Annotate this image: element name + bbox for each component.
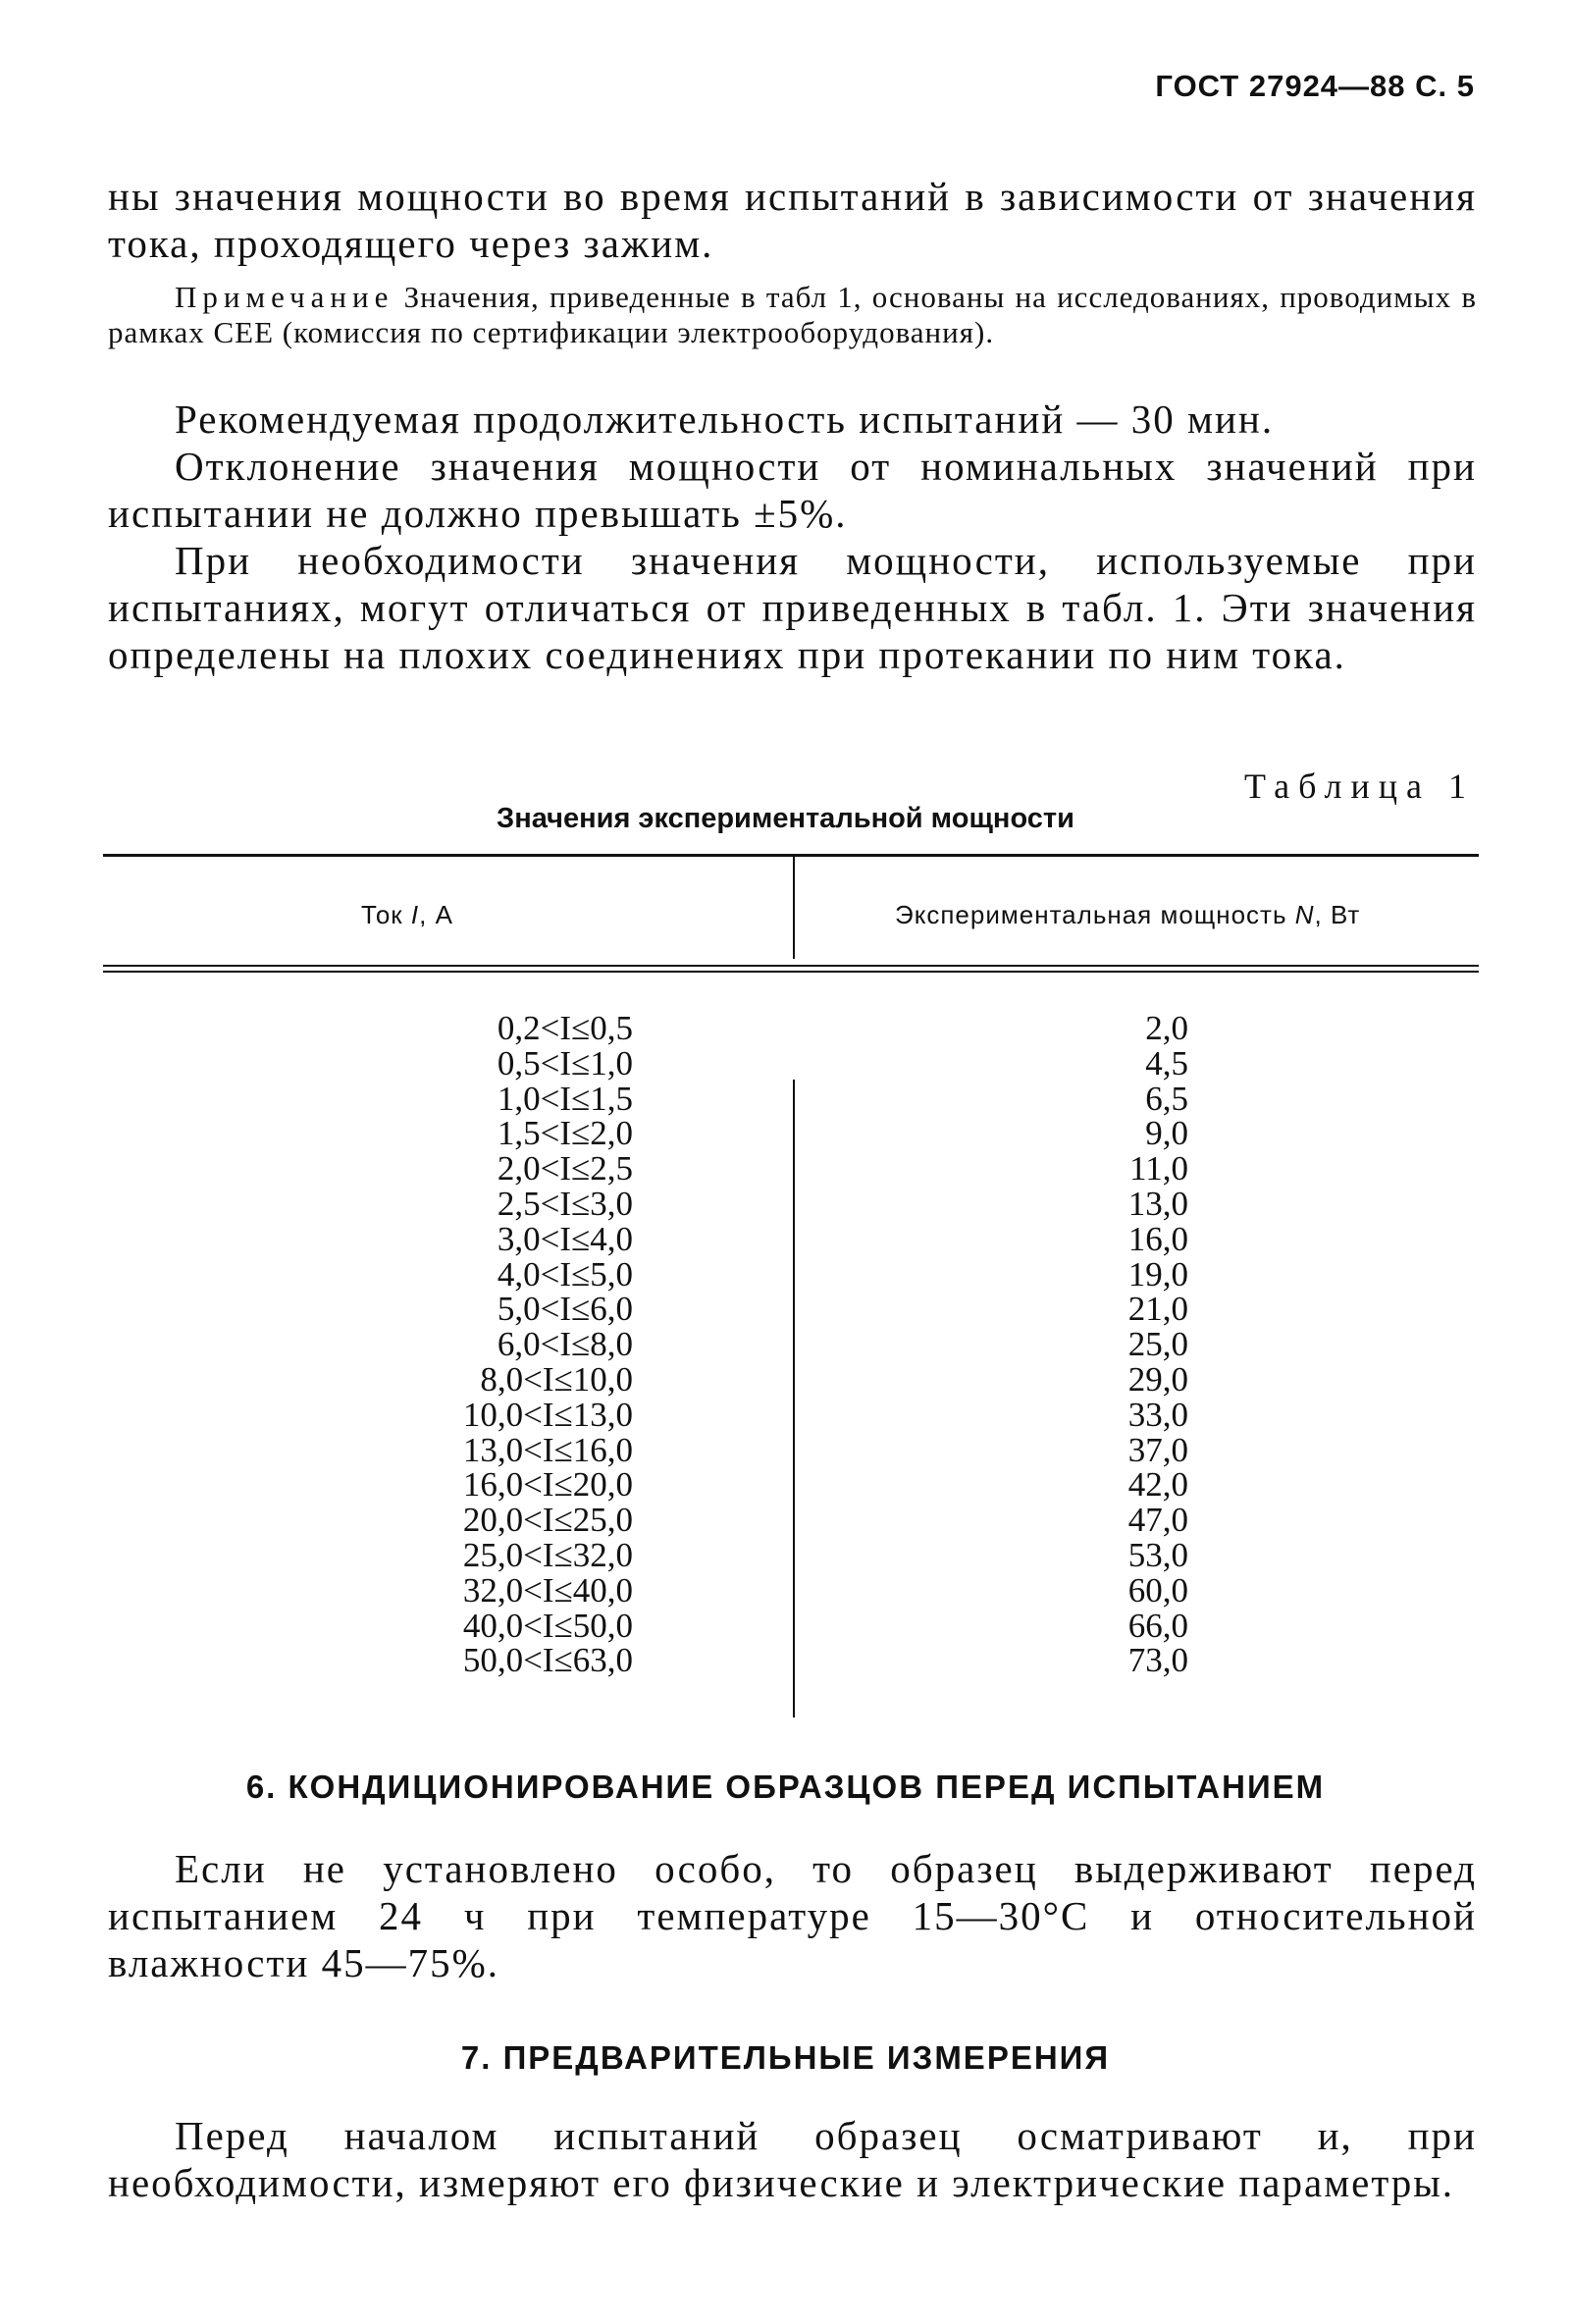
page-header: ГОСТ 27924—88 С. 5: [1155, 69, 1475, 103]
cell-current-range: 20,0<I≤25,0: [462, 1501, 633, 1540]
cell-power-value: 42,0: [1127, 1465, 1188, 1505]
cell-power-value: 6,5: [1145, 1079, 1188, 1118]
table-row: [103, 1606, 1479, 1645]
section-heading-6: 6. КОНДИЦИОНИРОВАНИЕ ОБРАЗЦОВ ПЕРЕД ИСПЫТАНИЕМ: [245, 1769, 1326, 1805]
cell-current-range: 5,0<I≤6,0: [497, 1290, 633, 1329]
table-row: [103, 1116, 1479, 1151]
note-label: Примечание: [175, 280, 394, 314]
cell-current-range: 16,0<I≤20,0: [462, 1465, 633, 1505]
cell-power-value: 11,0: [1129, 1149, 1188, 1188]
cell-current-range: 0,2<I≤0,5: [497, 1009, 633, 1047]
cell-power-value: 19,0: [1127, 1254, 1188, 1294]
table-row: [103, 1327, 1479, 1362]
cell-current-range: 2,5<I≤3,0: [497, 1185, 633, 1223]
cell-power-value: 73,0: [1127, 1641, 1188, 1680]
section-heading-7: 7. ПРЕДВАРИТЕЛЬНЫЕ ИЗМЕРЕНИЯ: [460, 2039, 1111, 2076]
paragraph-deviation: Отклонение значения мощности от номинальных значений при испытании не должно превышать ±5%.: [108, 444, 1477, 536]
cell-current-range: 0,5<I≤1,0: [497, 1043, 633, 1083]
cell-power-value: 13,0: [1127, 1185, 1188, 1223]
section-6-text: Если не установлено особо, то образец выдерживают перед испытанием 24 ч при температуре 15—30°С и относительной влажности 45—75%.: [108, 1846, 1477, 1985]
cell-current-range: 1,5<I≤2,0: [497, 1114, 633, 1153]
column-header-current: Ток I, А: [361, 900, 453, 929]
cell-power-value: 9,0: [1145, 1114, 1188, 1153]
cell-current-range: 32,0<I≤40,0: [462, 1570, 633, 1610]
paragraph-continuation: ны значения мощности во время испытаний в зависимости от значения тока, проходящего через зажим.: [108, 174, 1477, 266]
table-row: [103, 1254, 1479, 1294]
cell-current-range: 13,0<I≤16,0: [462, 1430, 633, 1469]
table-row: [103, 1430, 1479, 1469]
table-title: Значения экспериментальной мощности: [497, 803, 1074, 834]
cell-current-range: 50,0<I≤63,0: [462, 1641, 633, 1680]
cell-power-value: 16,0: [1127, 1219, 1188, 1258]
cell-current-range: 25,0<I≤32,0: [462, 1536, 633, 1574]
cell-current-range: 6,0<I≤8,0: [497, 1325, 633, 1364]
cell-power-value: 2,0: [1145, 1009, 1188, 1047]
table-row: [103, 1538, 1479, 1573]
cell-power-value: 66,0: [1127, 1606, 1188, 1645]
section-7-text: Перед началом испытаний образец осматривают и, при необходимости, измеряют его физические и электрические параметры.: [108, 2113, 1477, 2205]
cell-current-range: 2,0<I≤2,5: [497, 1149, 633, 1188]
note-text: Значения, приведенные в табл 1, основаны на исследованиях, проводимых в рамках СЕЕ (комиссия по сертификации электрооборудования).: [108, 280, 1478, 349]
table-top-rule: [103, 854, 1479, 857]
table-row: [103, 1151, 1479, 1187]
cell-current-range: 10,0<I≤13,0: [462, 1395, 633, 1434]
table-header-divider: [793, 857, 795, 959]
table-row: [103, 1395, 1479, 1434]
table-row: [103, 1011, 1479, 1046]
table-row: [103, 1043, 1479, 1083]
column-header-power: Экспериментальная мощность N, Вт: [895, 900, 1361, 929]
table-header-rule-2: [103, 971, 1479, 973]
paragraph-necessity: При необходимости значения мощности, используемые при испытаниях, могут отличаться от приведенных в табл. 1. Эти значения определены на плохих соединениях при протекании по ним тока.: [108, 538, 1477, 677]
table-row: [103, 1643, 1479, 1678]
table-row: [103, 1570, 1479, 1610]
table-row: [103, 1467, 1479, 1503]
cell-current-range: 40,0<I≤50,0: [462, 1606, 633, 1645]
cell-current-range: 3,0<I≤4,0: [497, 1219, 633, 1258]
table-row: [103, 1362, 1479, 1398]
cell-current-range: 4,0<I≤5,0: [497, 1254, 633, 1294]
table-row: [103, 1187, 1479, 1222]
cell-power-value: 47,0: [1127, 1501, 1188, 1540]
cell-power-value: 29,0: [1127, 1360, 1188, 1399]
table-body-divider: [793, 1080, 795, 1717]
cell-power-value: 53,0: [1127, 1536, 1188, 1574]
table-row: [103, 1292, 1479, 1327]
cell-current-range: 1,0<I≤1,5: [497, 1079, 633, 1118]
table-row: [103, 1219, 1479, 1258]
cell-power-value: 4,5: [1145, 1043, 1188, 1083]
table-header-rule-1: [103, 965, 1479, 967]
cell-current-range: 8,0<I≤10,0: [480, 1360, 633, 1399]
paragraph-duration: Рекомендуемая продолжительность испытаний — 30 мин.: [175, 396, 1275, 442]
note: [108, 280, 1477, 350]
cell-power-value: 37,0: [1127, 1430, 1188, 1469]
cell-power-value: 33,0: [1127, 1395, 1188, 1434]
table-row: [103, 1503, 1479, 1538]
cell-power-value: 21,0: [1127, 1290, 1188, 1329]
cell-power-value: 25,0: [1127, 1325, 1188, 1364]
table-label: Таблица 1: [1244, 766, 1475, 806]
cell-power-value: 60,0: [1127, 1570, 1188, 1610]
table-row: [103, 1079, 1479, 1118]
